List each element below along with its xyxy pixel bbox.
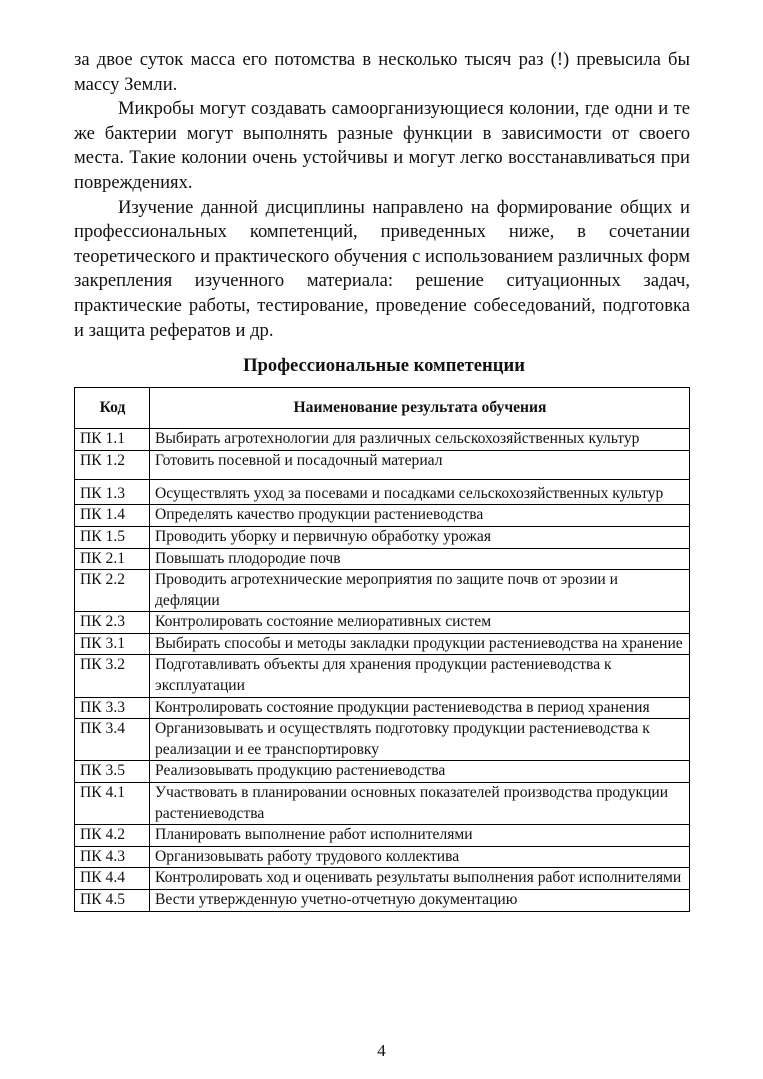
cell-name: Контролировать ход и оценивать результаты выполнения работ исполнителями — [150, 868, 690, 890]
cell-code: ПК 3.1 — [75, 633, 150, 655]
cell-name: Планировать выполнение работ исполнителями — [150, 825, 690, 847]
table-row — [75, 655, 690, 697]
cell-code: ПК 2.3 — [75, 612, 150, 634]
cell-code: ПК 2.1 — [75, 548, 150, 570]
table-row — [75, 783, 690, 825]
cell-code: ПК 1.3 — [75, 479, 150, 505]
cell-code: ПК 1.2 — [75, 450, 150, 479]
table-row — [75, 612, 690, 634]
cell-name: Повышать плодородие почв — [150, 548, 690, 570]
cell-code: ПК 4.1 — [75, 783, 150, 825]
table-row — [75, 868, 690, 890]
paragraph-continuation: за двое суток масса его потомства в несколько тысяч раз (!) превысила бы массу Земли. — [74, 49, 690, 95]
cell-name: Реализовывать продукцию растениеводства — [150, 761, 690, 783]
table-row — [75, 479, 690, 505]
table-row — [75, 697, 690, 719]
cell-code: ПК 4.2 — [75, 825, 150, 847]
cell-code: ПК 1.4 — [75, 505, 150, 527]
cell-name: Контролировать состояние мелиоративных систем — [150, 612, 690, 634]
table-row — [75, 846, 690, 868]
cell-name: Осуществлять уход за посевами и посадками сельскохозяйственных культур — [150, 479, 690, 505]
cell-code: ПК 4.3 — [75, 846, 150, 868]
table-row — [75, 761, 690, 783]
table-row — [75, 890, 690, 912]
cell-code: ПК 2.2 — [75, 570, 150, 612]
cell-code: ПК 4.4 — [75, 868, 150, 890]
table-row — [75, 633, 690, 655]
cell-name: Выбирать способы и методы закладки продукции растениеводства на хранение — [150, 633, 690, 655]
cell-code: ПК 3.4 — [75, 719, 150, 761]
cell-code: ПК 4.5 — [75, 890, 150, 912]
cell-code: ПК 1.5 — [75, 526, 150, 548]
cell-name: Вести утвержденную учетно-отчетную документацию — [150, 890, 690, 912]
cell-code: ПК 3.2 — [75, 655, 150, 697]
cell-code: ПК 3.3 — [75, 697, 150, 719]
page-content — [74, 48, 690, 912]
cell-name: Контролировать состояние продукции растениеводства в период хранения — [150, 697, 690, 719]
competencies-table — [74, 387, 690, 911]
cell-name: Организовывать и осуществлять подготовку продукции растениеводства к реализации и ее транспортировку — [150, 719, 690, 761]
table-row — [75, 570, 690, 612]
header-name: Наименование результата обучения — [150, 388, 690, 429]
cell-name: Готовить посевной и посадочный материал — [150, 450, 690, 479]
paragraph-discipline: Изучение данной дисциплины направлено на формирование общих и профессиональных компетенций, приведенных ниже, в сочетании теоретического и практического обучения с использованием различных форм закрепления изученного материала: решение ситуационных задач, практические работы, тестирование, проведение собеседований, подготовка и защита рефератов и др. — [74, 196, 690, 341]
cell-name: Проводить уборку и первичную обработку урожая — [150, 526, 690, 548]
table-header-row — [75, 388, 690, 429]
cell-name: Определять качество продукции растениеводства — [150, 505, 690, 527]
paragraph-microbes: Микробы могут создавать самоорганизующиеся колонии, где одни и те же бактерии могут выполнять разные функции в зависимости от своего места. Такие колонии очень устойчивы и могут легко восстанавливаться при повреждениях. — [74, 98, 690, 193]
cell-code: ПК 3.5 — [75, 761, 150, 783]
table-row — [75, 505, 690, 527]
cell-name: Организовывать работу трудового коллектива — [150, 846, 690, 868]
cell-name: Проводить агротехнические мероприятия по защите почв от эрозии и дефляции — [150, 570, 690, 612]
table-row — [75, 526, 690, 548]
table-row — [75, 429, 690, 451]
page-number: 4 — [377, 1041, 386, 1060]
cell-name: Подготавливать объекты для хранения продукции растениеводства к эксплуатации — [150, 655, 690, 697]
table-row — [75, 450, 690, 479]
section-title: Профессиональные компетенции — [243, 355, 525, 377]
cell-name: Выбирать агротехнологии для различных сельскохозяйственных культур — [150, 429, 690, 451]
header-code: Код — [75, 388, 150, 429]
table-row — [75, 719, 690, 761]
cell-name: Участвовать в планировании основных показателей производства продукции растениеводства — [150, 783, 690, 825]
cell-code: ПК 1.1 — [75, 429, 150, 451]
table-row — [75, 548, 690, 570]
table-row — [75, 825, 690, 847]
